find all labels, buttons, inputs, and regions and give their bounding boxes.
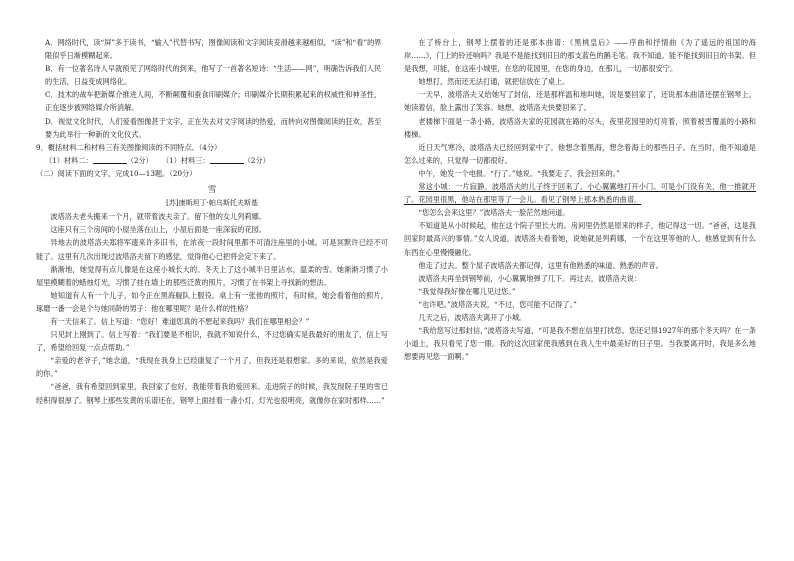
story-byline: [苏]康斯坦丁·帕乌斯托夫斯基 — [166, 199, 258, 208]
story-paragraph: 渐渐地，她觉得有点儿像是在这座小城长大的。冬天上了这小城半日里沾水，温柔的雪。她渐渐习惯了小屋里模糊着的蜡烛灯光，习惯了挂在墙上的那些泛黄的照片，习惯了在书架上寻找新的想法。 — [36, 264, 388, 287]
material-2-score: （2分） — [126, 155, 153, 165]
question-9-answers — [36, 154, 388, 167]
story-paragraph: 一天早，波塔洛夫又给她写了封信，还是那样温和地叫她，说是要回家了，还说那本曲谱还摆在钢琴上。她读着信，脸上露出了笑容。她想，波塔洛夫快要回来了。 — [404, 90, 756, 113]
story-paragraph: 异地去的波塔洛夫郑将军遗来许多旧书，在浓夜一段时间里都不可清注座里的小城。可是冥默许已经不可能了。这里有几次出现过波塔洛夫留下的感觉，觉得他心已把将会定下来了。 — [36, 238, 388, 261]
story-paragraph: 几天之后，波塔洛夫离开了小城。 — [418, 312, 527, 322]
story-paragraph: 他走了过去。整个屋子波塔洛夫都记得，这里有他熟悉的味道、熟悉的声音。 — [418, 260, 663, 270]
story-paragraph: 有一天信来了。信上写道：“您好！难道您真的不想起来我吗？我们在哪里相会？” — [50, 316, 310, 326]
story-paragraph: 她知道有人有一个儿子，如今正在黑海舰队上服役。桌上有一张他的照片，有时候，她会看着他的照片，琢磨一番一会是个与她同龄的男子：他在哪里呢？是什么样的性格？ — [36, 290, 388, 313]
material-2-label: （1）材料二： — [45, 155, 93, 165]
story-paragraph: 波塔洛夫再坐到钢琴前，小心翼翼地弹了几下。再过去，波塔洛夫说： — [418, 273, 642, 283]
story-paragraph: 这座只有三个房间的小屋坐落在山上，小屋后面是一座深寂的花园。 — [50, 225, 267, 235]
material-2-blank[interactable] — [93, 155, 127, 164]
story-paragraph: “亲爱的老爷子，”她念道，“我现在我身上已经康复了一个月了，但我还是很想家。多的来说，依然是我爱的你。” — [36, 356, 388, 379]
story-paragraph: “您怎么会来这里？”波塔洛夫一脸茫然地问道。 — [418, 208, 570, 218]
story-paragraph: “也许吧。”波塔洛夫说，“不过，您可能不记得了。” — [418, 299, 577, 309]
right-column — [404, 36, 756, 363]
option-d: D．视觉文化时代，人们爱看图像甚于文字，正在失去对文字阅读的热爱，而转向对图像阅读的狂欢，甚至要为此举行一种新的文化仪式。 — [45, 116, 382, 139]
story-paragraph: 老楼梯下面是一条小路，波塔洛夫家的花园就在路的尽头，夜里花园里的灯亮着，照着被雪覆盖的小路和楼梯。 — [404, 116, 756, 139]
story-paragraph: 不知道是从小时候起，他在这个院子里长大的。房间里仍然是原来的样子，他记得这一切。“爸爸，这是我回家时最高兴的事情。”女人说道。波塔洛夫看着她，说她就是列莉娜，一个在这里等他的人。他感觉到有什么东西在心里慢慢融化。 — [404, 221, 756, 257]
section-2-heading: （二）阅读下面的文字，完成10—13题。（20分） — [36, 168, 197, 178]
story-paragraph: 中午，她发一个电报。“行了。”她说。“我要走了，我会回来的。” — [418, 168, 620, 178]
option-a: A．网络时代，读“屏”多于读书，“输入”代替书写，图像阅读和文字阅读妥滑越来越相似，“读”和“看”的界限似乎日渐模糊起来。 — [45, 38, 382, 61]
left-column — [36, 36, 388, 407]
story-paragraph: 波塔洛夫老头搬来一个月，就带着波夫亲了。留下他的女儿列莉娜。 — [50, 212, 267, 222]
material-3-label: （1）材料三： — [161, 155, 210, 165]
option-b: B．有一位著名诗人早就预见了网络时代的到来，他写了一首著名短诗：“生活——网”，明确告诉我们人民的生活，日益变成网络化。 — [45, 64, 382, 87]
story-paragraph: 只见封上刚到了。信上写着：“我们要是不相识，我就不知说什么，不过您确实是我最好的朋友了，信上写了，希望给回复一点点帮助。” — [36, 330, 388, 353]
story-paragraph: “我给您写过那封信，”波塔洛夫写道，“可是我不想在信里打扰您。您还记得1927年的那个冬天吗？在一条小道上，我只看见了您一眼。我的这次回家使我感到在我人生中最美好的日子里。当我要离开时，我是多么地想要再见您一面啊。” — [404, 326, 756, 362]
story-paragraph: “爸爸，我有希望回到家里，我回家了也好，我能带着我的爱回来。走进院子的时候，我发现院子里的雪已经积得很厚了。钢琴上那些发黄的乐谱还在，钢琴上面挂着一盏小灯，灯光也很明亮，就像你在家时那样……” — [36, 382, 388, 405]
underlined-passage: 常这小城：一片寂静。波塔洛夫的儿子终于回来了。小心翼翼地打开小门。可是小门没有关，他一推就开了。花园里很黑，他站在那里等了一会儿。看见了钢琴上那本熟悉的曲谱。 — [404, 182, 756, 205]
material-3-score: （2分） — [243, 155, 270, 165]
option-c: C．技术的战车把新媒介推进人间，不断颠覆和蚕食印刷媒介；印刷媒介长期积累起来的权威性和神圣性，正在逐步被网络媒介所消解。 — [45, 90, 382, 113]
story-paragraph: 在了桥台上，钢琴上摆着的还是那本曲谱：《黑桃皇后》——序曲和抒情曲《为了遥远的祖国的海岸……》，门上的铃还响吗？我是不是能找到旧日的那支蓝色的鹅毛笔。我不知道。能不能找到旧日的书架。但是我想，可能，在这座小城里，在您的花园里，在您的身边，在那儿，一切都很安宁。 — [404, 38, 756, 74]
story-paragraph: 她想打，然而还无法打通，就把信放在了桌上。 — [418, 77, 570, 87]
material-3-blank[interactable] — [210, 155, 244, 164]
story-title: 雪 — [207, 185, 217, 196]
story-paragraph: 近日天气寒冷，波塔洛夫已经回到家中了。他想念着黑海，想念着海上的那些日子。在当时，他不知道是怎么过来的，只觉得一切都很好。 — [404, 142, 756, 165]
story-paragraph: “我觉得我好像在哪儿见过您。” — [418, 286, 516, 296]
question-9-stem: 9．概括材料二和材料三有关图像阅读的不同特点。（4分） — [36, 142, 222, 152]
